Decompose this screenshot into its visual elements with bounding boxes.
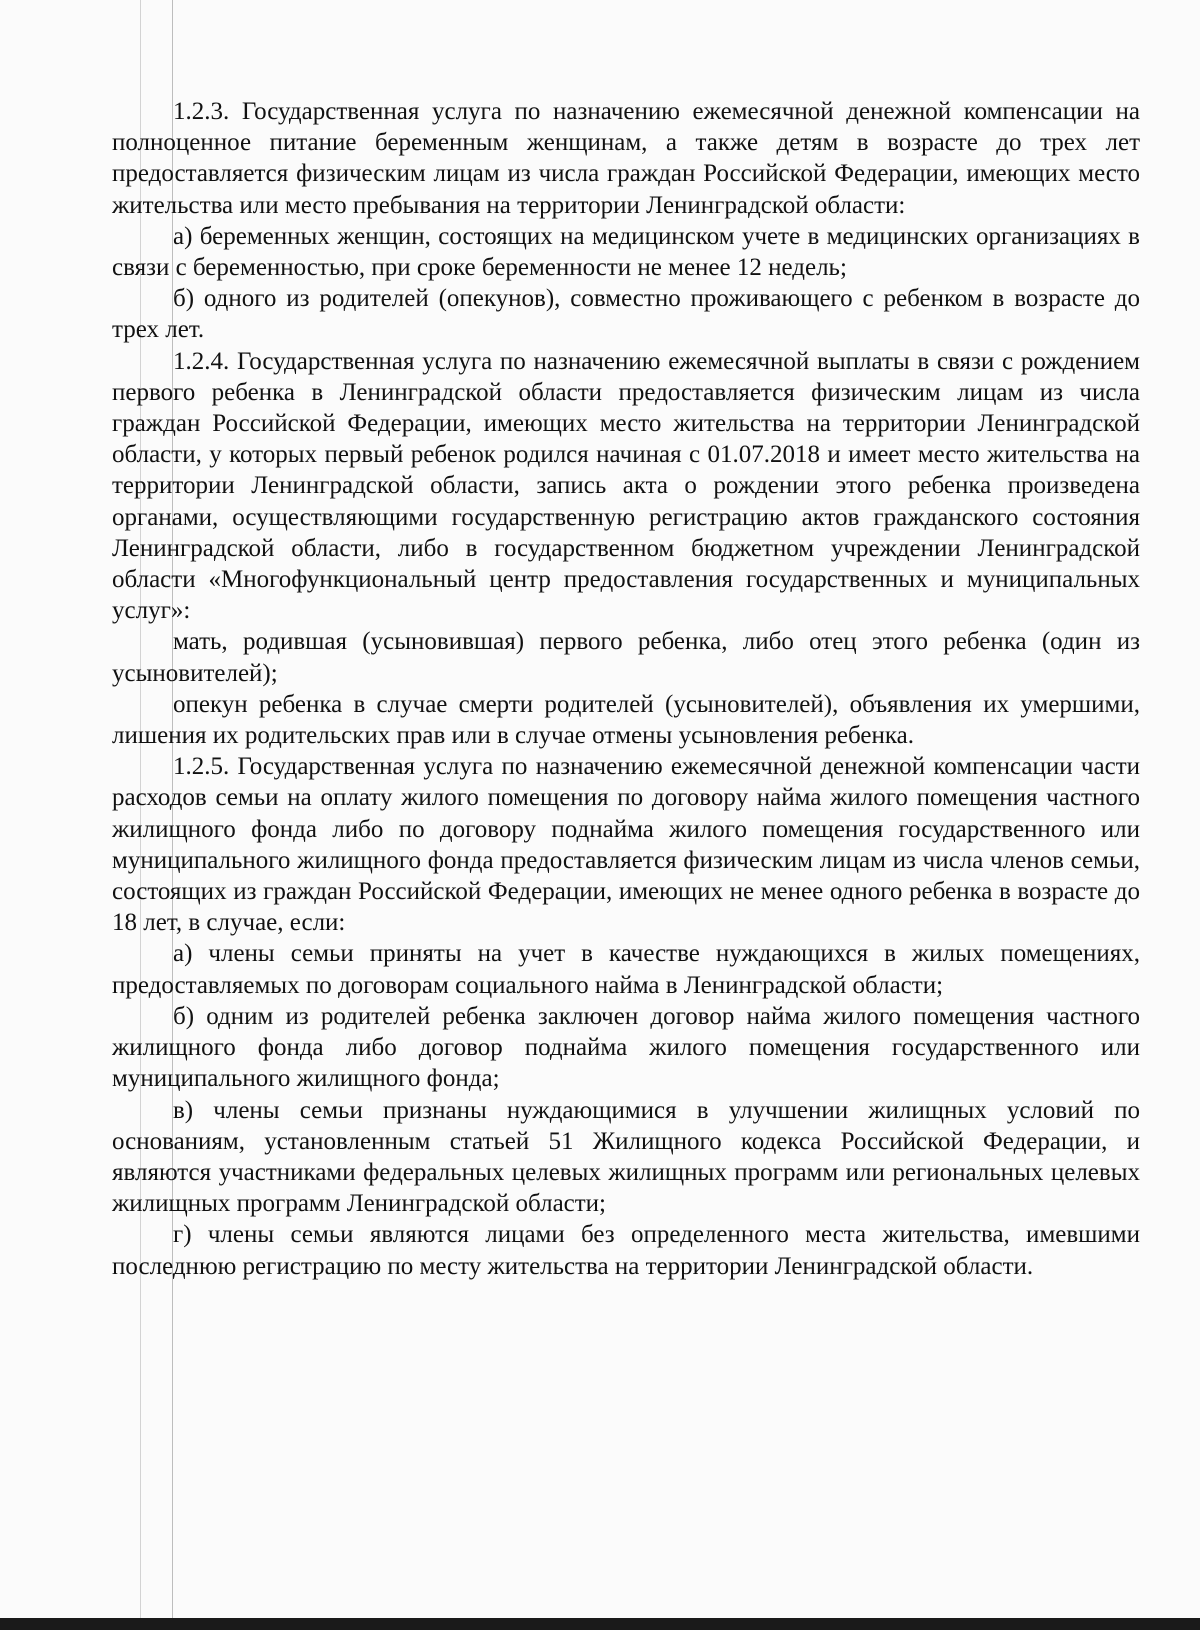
paragraph-1-2-5-g: г) члены семьи являются лицами без определенного места жительства, имевшими последнюю регистрацию по месту жительства на территории Ленинградской области. [112,1221,1140,1280]
paragraph-1-2-3-a: а) беременных женщин, состоящих на медицинском учете в медицинских организациях в связи с беременностью, при сроке беременности не менее 12 недель; [112,222,1140,282]
paragraph-1-2-4: 1.2.4. Государственная услуга по назначению ежемесячной выплаты в связи с рождением первого ребенка в Ленинградской области предоставляется физическим лицам из числа граждан Российской Федерации, имеющих место жительства на территории Ленинградской области, у которых первый ребенок родился начиная с 01.07.2018 и имеет место жительства на территории Ленинградской области, запись акта о рождении этого ребенка произведена органами, осуществляющими государственную регистрацию актов гражданского состояния Ленинградской области, либо в государственном бюджетном учреждении Ленинградской области «Многофункциональный центр предоставления государственных и муниципальных услуг»: [112,347,1140,625]
paragraph-1-2-5-v: в) члены семьи признаны нуждающимися в улучшении жилищных условий по основаниям, установленным статьей 51 Жилищного кодекса Российской Федерации, и являются участниками федеральных целевых жилищных программ или региональных целевых жилищных программ Ленинградской области; [112,1096,1140,1218]
paragraph-1-2-4-guardian: опекун ребенка в случае смерти родителей (усыновителей), объявления их умершими, лишения их родительских прав или в случае отмены усыновления ребенка. [112,690,1140,750]
document-body [112,96,1140,1282]
paragraph-1-2-4-mother: мать, родившая (усыновившая) первого ребенка, либо отец этого ребенка (один из усыновителей); [112,628,1140,687]
paragraph-1-2-5: 1.2.5. Государственная услуга по назначению ежемесячной денежной компенсации части расходов семьи на оплату жилого помещения по договору найма жилого помещения частного жилищного фонда либо по договору поднайма жилого помещения государственного или муниципального жилищного фонда предоставляется физическим лицам из числа членов семьи, состоящих из граждан Российской Федерации, имеющих не менее одного ребенка в возрасте до 18 лет, в случае, если: [112,753,1140,937]
scan-bottom-edge [0,1618,1200,1630]
paragraph-1-2-5-a: а) члены семьи приняты на учет в качестве нуждающихся в жилых помещениях, предоставляемых по договорам социального найма в Ленинградской области; [112,940,1140,999]
paragraph-1-2-3-b: б) одного из родителей (опекунов), совместно проживающего с ребенком в возрасте до трех лет. [112,285,1140,344]
paragraph-1-2-5-b: б) одним из родителей ребенка заключен договор найма жилого помещения частного жилищного фонда либо договор поднайма жилого помещения государственного или муниципального жилищного фонда; [112,1002,1140,1093]
paragraph-1-2-3: 1.2.3. Государственная услуга по назначению ежемесячной денежной компенсации на полноценное питание беременным женщинам, а также детям в возрасте до трех лет предоставляется физическим лицам из числа граждан Российской Федерации, имеющих место жительства или место пребывания на территории Ленинградской области: [112,98,1140,219]
